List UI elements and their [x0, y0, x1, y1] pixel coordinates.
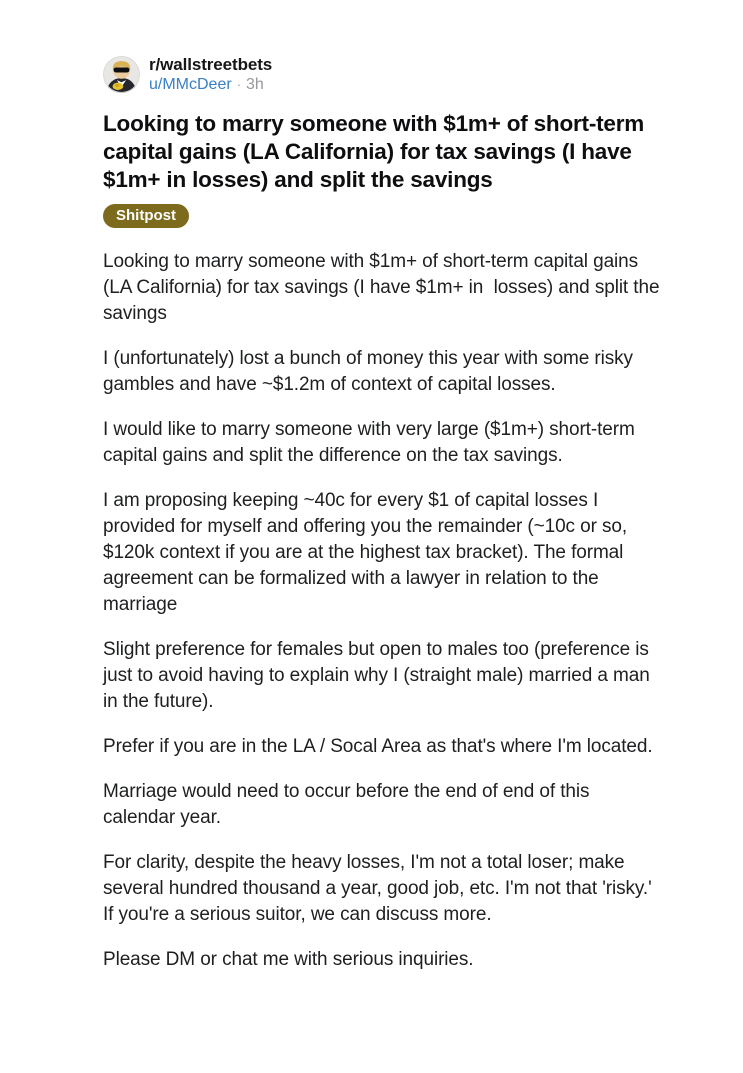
post — [103, 55, 665, 973]
post-paragraph: I (unfortunately) lost a bunch of money this year with some risky gambles and have ~$1.2m of context of capital losses. — [103, 348, 639, 395]
post-title: Looking to marry someone with $1m+ of short-term capital gains (LA California) for tax savings (I have $1m+ in losses) and split the savings — [103, 111, 645, 192]
subreddit-avatar[interactable] — [103, 56, 140, 93]
post-paragraph: For clarity, despite the heavy losses, I'm not a total loser; make several hundred thousand a year, good job, etc. I'm not that 'risky.' If you're a serious suitor, we can discuss more. — [103, 852, 657, 925]
wsb-mascot-icon — [103, 56, 140, 93]
post-paragraph: Prefer if you are in the LA / Socal Area as that's where I'm located. — [103, 736, 653, 757]
post-paragraph: Slight preference for females but open to males too (preference is just to avoid having to explain why I (straight male) married a man in the future). — [103, 639, 655, 712]
byline-separator: · — [236, 77, 242, 92]
flair-badge[interactable]: Shitpost — [103, 204, 189, 228]
author-link[interactable]: u/MMcDeer — [149, 76, 232, 93]
post-header-text — [149, 55, 272, 94]
byline — [149, 75, 272, 94]
post-timestamp: 3h — [246, 76, 264, 93]
post-paragraph: I am proposing keeping ~40c for every $1 of capital losses I provided for myself and offering you the remainder (~10c or so, $120k context if you are at the highest tax bracket). The formal agreement can be formalized with a lawyer in relation to the marriage — [103, 490, 633, 615]
post-paragraph: I would like to marry someone with very large ($1m+) short-term capital gains and split the difference on the tax savings. — [103, 419, 640, 466]
post-paragraph: Please DM or chat me with serious inquiries. — [103, 949, 474, 970]
post-paragraph: Looking to marry someone with $1m+ of short-term capital gains (LA California) for tax savings (I have $1m+ in losses) and split the savings — [103, 251, 665, 324]
post-body — [103, 249, 665, 973]
post-paragraph: Marriage would need to occur before the end of end of this calendar year. — [103, 781, 595, 828]
post-header — [103, 55, 660, 94]
subreddit-name[interactable]: r/wallstreetbets — [149, 55, 273, 74]
